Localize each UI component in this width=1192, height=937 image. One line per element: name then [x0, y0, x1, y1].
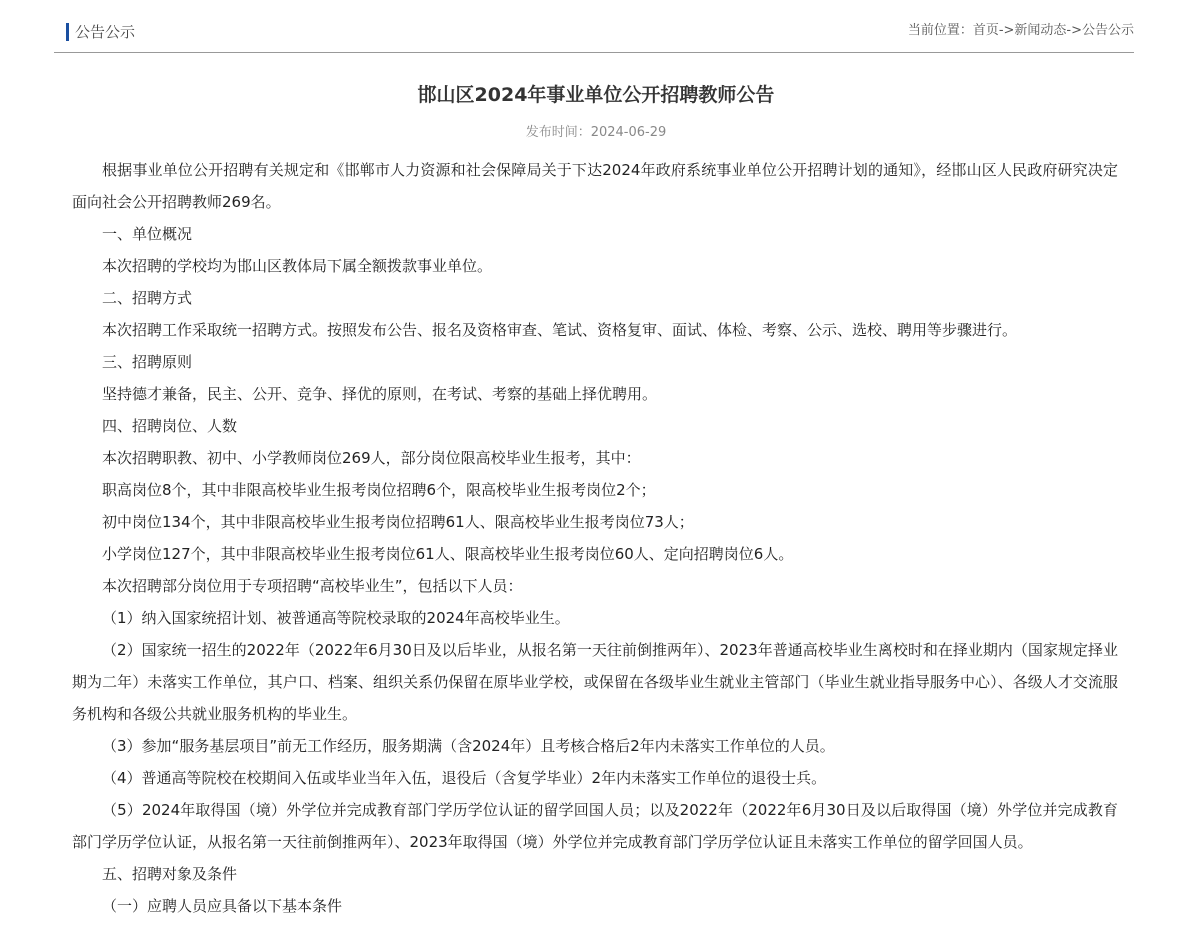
- paragraph: 一、单位概况: [102, 225, 193, 243]
- breadcrumb: 当前位置：首页->新闻动态->公告公示: [907, 23, 1134, 38]
- paragraph: 坚持德才兼备，民主、公开、竞争、择优的原则，在考试、考察的基础上择优聘用。: [102, 385, 658, 403]
- paragraph: （2）国家统一招生的2022年（2022年6月30日及以后毕业，从报名第一天往前倒推两年）、2023年普通高校毕业生离校时和在择业期内（国家规定择业期为二年）未落实工作单位，其户口、档案、组织关系仍保留在原毕业学校，或保留在各级毕业生就业主管部门（毕业生就业指导服务中心）、各级人才交流服务机构和各级公共就业服务机构的毕业生。: [72, 641, 1118, 723]
- paragraph: 三、招聘原则: [102, 353, 193, 371]
- paragraph: 本次招聘职教、初中、小学教师岗位269人，部分岗位限高校毕业生报考，其中：: [102, 449, 641, 467]
- paragraph: 本次招聘部分岗位用于专项招聘“高校毕业生”，包括以下人员：: [102, 577, 523, 595]
- paragraph: 初中岗位134个，其中非限高校毕业生报考岗位招聘61人、限高校毕业生报考岗位73人；: [102, 513, 694, 531]
- paragraph: （5）2024年取得国（境）外学位并完成教育部门学历学位认证的留学回国人员；以及2022年（2022年6月30日及以后取得国（境）外学位并完成教育部门学历学位认证，从报名第一天往前倒推两年）、2023年取得国（境）外学位并完成教育部门学历学位认证且未落实工作单位的留学回国人员。: [72, 801, 1118, 851]
- paragraph: 职高岗位8个，其中非限高校毕业生报考岗位招聘6个，限高校毕业生报考岗位2个；: [102, 481, 656, 499]
- section-title: 公告公示: [66, 23, 135, 41]
- paragraph: 本次招聘的学校均为邯山区教体局下属全额拨款事业单位。: [102, 257, 493, 275]
- paragraph: 五、招聘对象及条件: [102, 865, 238, 883]
- article-body: [72, 154, 1118, 922]
- paragraph: 四、招聘岗位、人数: [102, 417, 238, 435]
- paragraph: （1）纳入国家统招计划、被普通高等院校录取的2024年高校毕业生。: [102, 609, 570, 627]
- paragraph: （3）参加“服务基层项目”前无工作经历，服务期满（含2024年）且考核合格后2年内未落实工作单位的人员。: [102, 737, 835, 755]
- paragraph: 二、招聘方式: [102, 289, 193, 307]
- paragraph: 本次招聘工作采取统一招聘方式。按照发布公告、报名及资格审查、笔试、资格复审、面试、体检、考察、公示、选校、聘用等步骤进行。: [102, 321, 1018, 339]
- paragraph: 小学岗位127个，其中非限高校毕业生报考岗位61人、限高校毕业生报考岗位60人、定向招聘岗位6人。: [102, 545, 794, 563]
- paragraph: 根据事业单位公开招聘有关规定和《邯郸市人力资源和社会保障局关于下达2024年政府系统事业单位公开招聘计划的通知》，经邯山区人民政府研究决定面向社会公开招聘教师269名。: [72, 161, 1118, 211]
- paragraph: （4）普通高等院校在校期间入伍或毕业当年入伍，退役后（含复学毕业）2年内未落实工作单位的退役士兵。: [102, 769, 827, 787]
- article-title: 邯山区2024年事业单位公开招聘教师公告: [417, 84, 775, 106]
- page-header: [54, 18, 1134, 53]
- paragraph: （一）应聘人员应具备以下基本条件: [102, 897, 343, 915]
- publish-date: 发布时间：2024-06-29: [525, 125, 667, 140]
